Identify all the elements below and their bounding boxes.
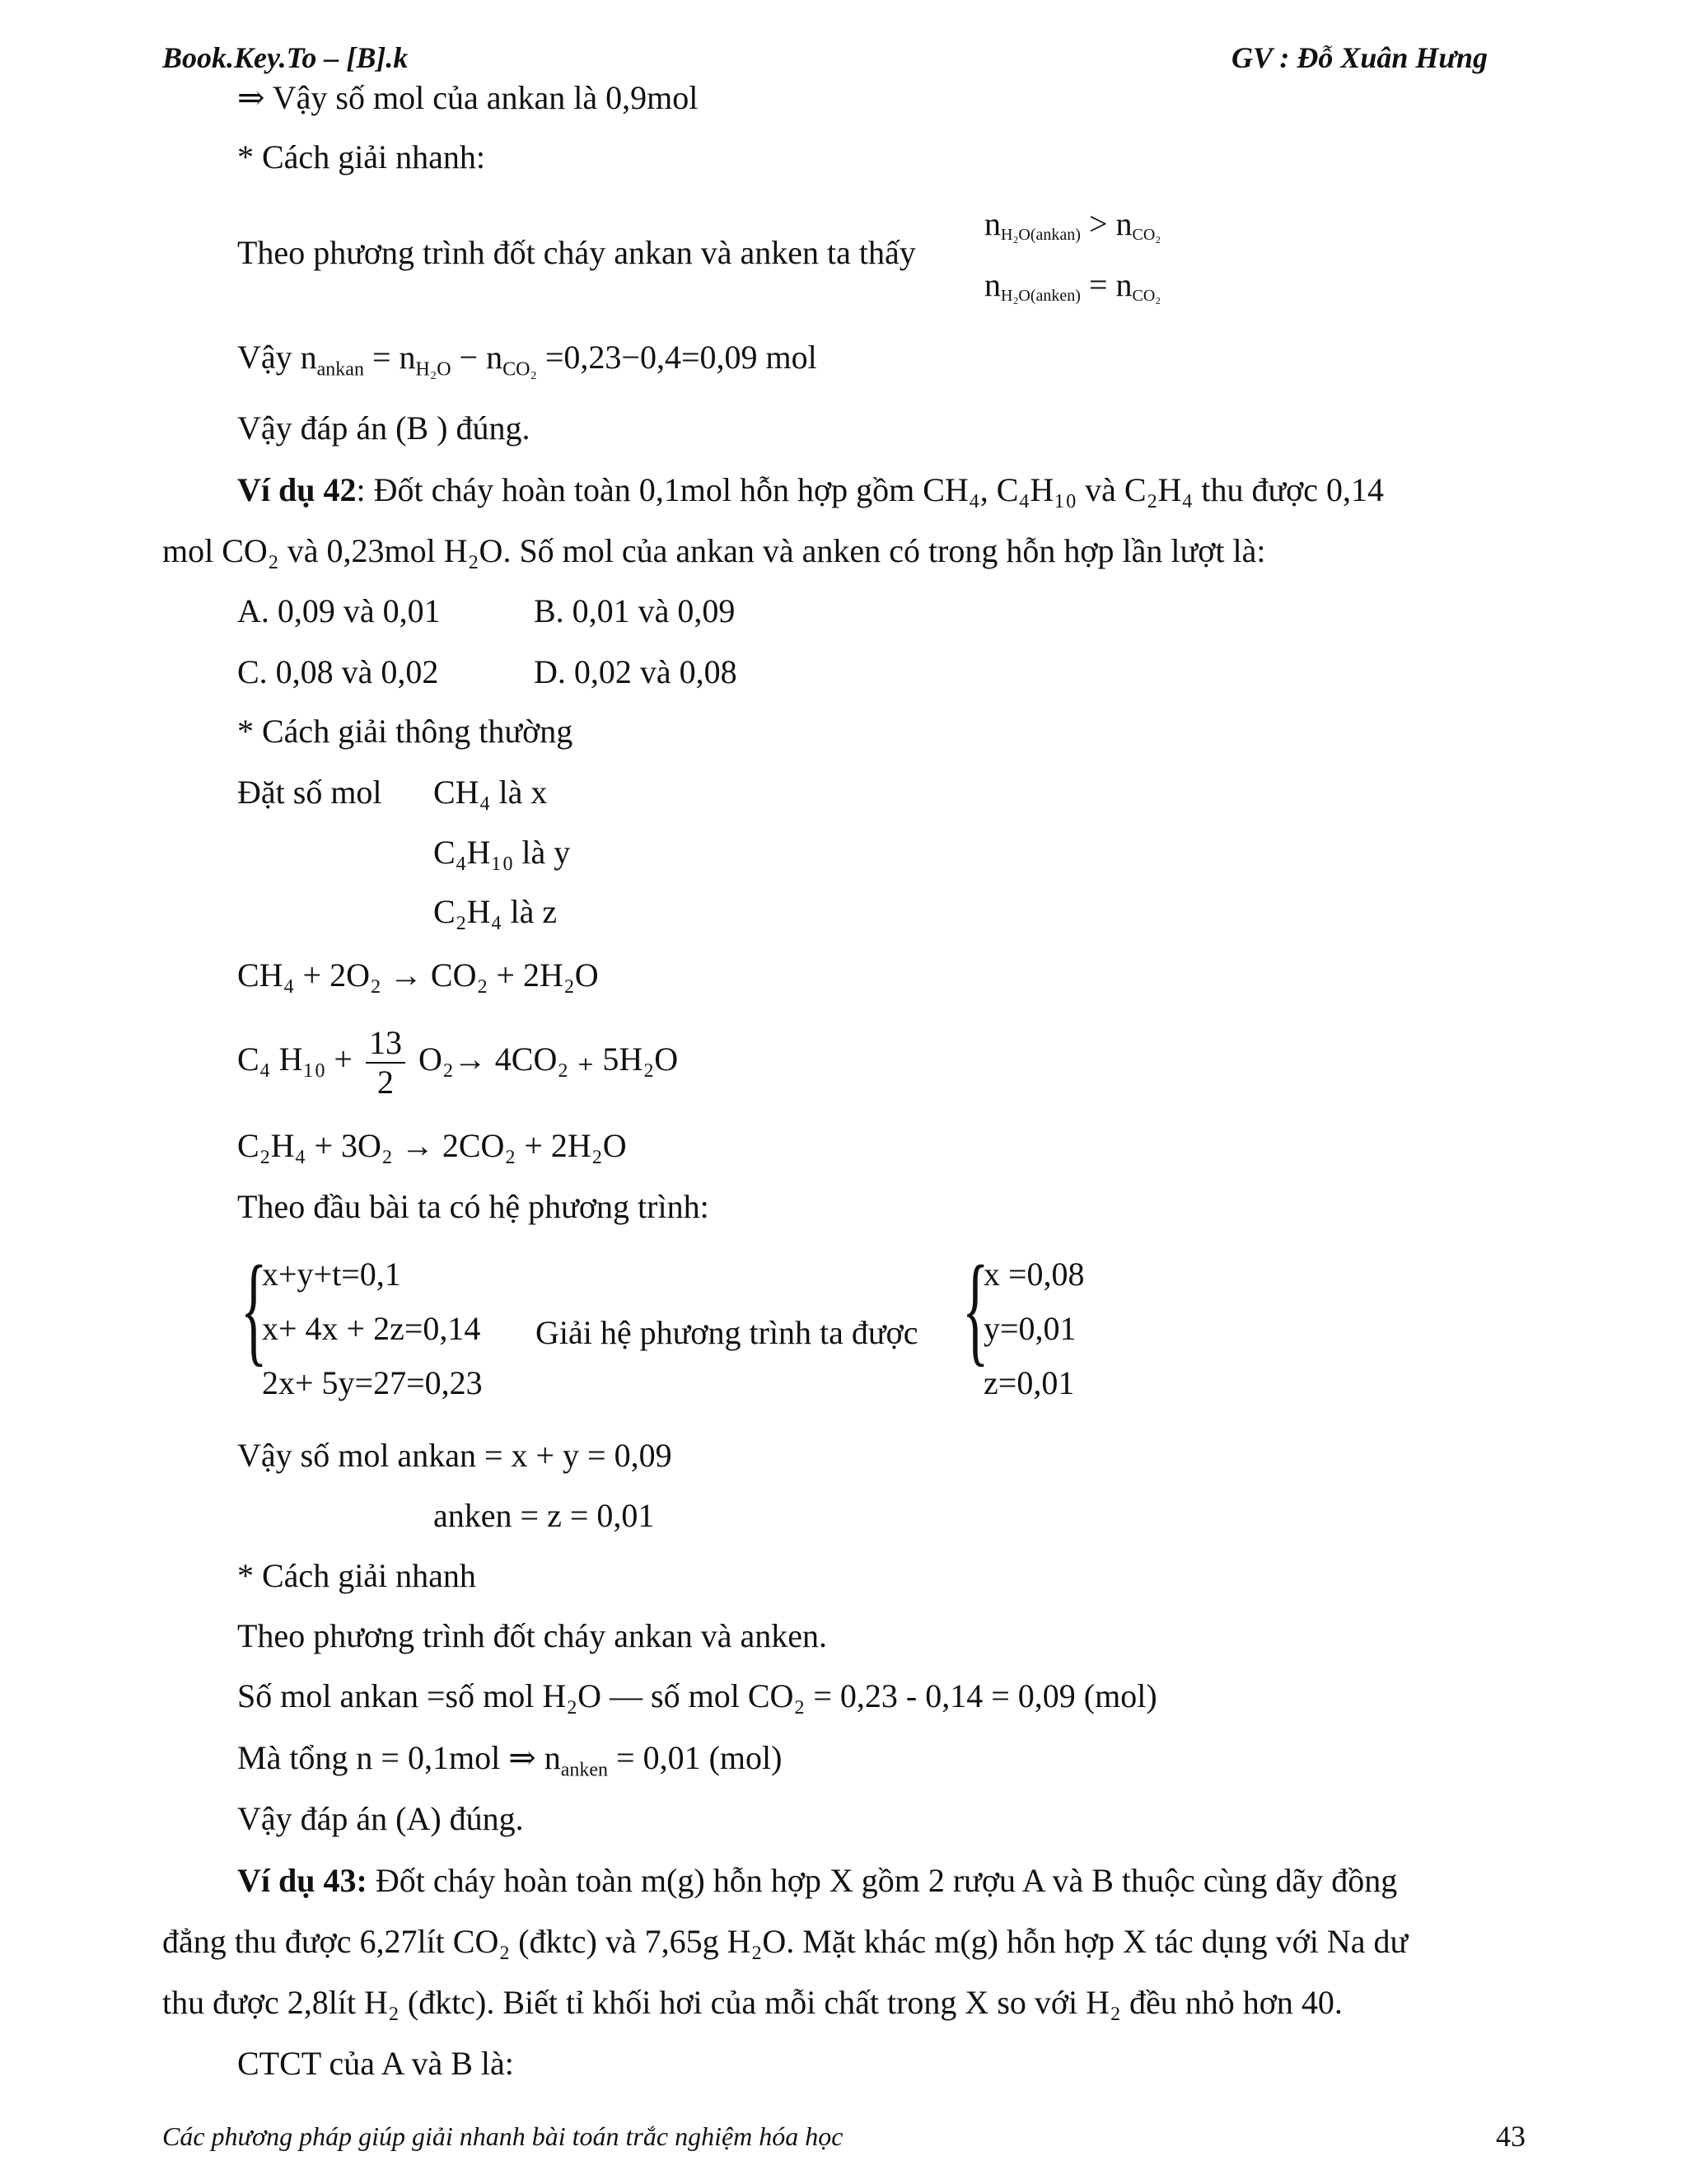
line-fast-observation: Theo phương trình đốt cháy ankan và anken. [237, 1617, 827, 1654]
footer-title: Các phương pháp giúp giải nhanh bài toán trắc nghiệm hóa học [162, 2121, 844, 2151]
example-42-label: Ví dụ 42 [237, 471, 357, 508]
line-observation: Theo phương trình đốt cháy ankan và anken ta thấy [237, 234, 916, 271]
line-system-intro: Theo đầu bài ta có hệ phương trình: [237, 1188, 709, 1225]
page-number: 43 [1496, 2120, 1526, 2153]
line-mol-ankan-result: Vậy số mol ankan = x + y = 0,09 [237, 1437, 672, 1474]
line-fast-method-heading-2: * Cách giải nhanh [237, 1557, 476, 1594]
inequality-ankan: $n_{H_2O(ankan)} > n_{CO_2}$ [984, 205, 1161, 244]
example-43-label: Ví dụ 43: [237, 1862, 367, 1899]
example-43-line3: thu được 2,8lít H₂ (đktc). Biết tỉ khối hơi của mỗi chất trong X so với H₂ đều nhỏ hơn 40. [162, 1984, 1343, 2021]
left-brace-system2: { [962, 1241, 989, 1377]
header-right: GV : Đỗ Xuân Hưng [1231, 41, 1488, 74]
left-brace-system1: { [241, 1241, 268, 1377]
line-solve-system: Giải hệ phương trình ta được [535, 1314, 918, 1351]
variable-y: C₄H₁₀ là y [433, 834, 571, 871]
example-43-line2: đẳng thu được 6,27lít CO₂ (đktc) và 7,65g H₂O. Mặt khác m(g) hỗn hợp X tác dụng với Na dư [162, 1923, 1409, 1960]
line-answer-b: Vậy đáp án (B ) đúng. [237, 409, 530, 447]
variable-x: CH₄ là x [433, 774, 548, 811]
option-a: A. 0,09 và 0,01 [237, 592, 441, 629]
line-mol-difference: Số mol ankan =số mol H₂O — số mol CO₂ = 0,23 - 0,14 = 0,09 (mol) [237, 1677, 1157, 1714]
equation-ch4: CH₄ + 2O₂ → CO₂ + 2H₂O [237, 956, 599, 994]
equation-c4h10: C₄ H₁₀ + $\frac{13}{2}$ O₂→ 4CO₂ ₊ 5H₂O [237, 1023, 679, 1101]
example-42-line1: Ví dụ 42: Đốt cháy hoàn toàn 0,1mol hỗn hợp gồm CH₄, C₄H₁₀ và C₂H₄ thu được 0,14 [237, 471, 1385, 508]
option-c: C. 0,08 và 0,02 [237, 653, 439, 690]
line-mol-ankan-calc: Vậy $n_{ankan} = n_{H_2O} - n_{CO_2} =0,23-0,4=0,09$ mol [237, 339, 817, 381]
line-set-mol: Đặt số mol [237, 774, 382, 811]
equation-c2h4: C₂H₄ + 3O₂ → 2CO₂ + 2H₂O [237, 1127, 627, 1164]
line-conclusion-ankan: ⇒ Vậy số mol của ankan là 0,9mol [237, 79, 699, 116]
example-43-line4: CTCT của A và B là: [237, 2045, 514, 2082]
system-solution: x =0,08 y=0,01 z=0,01 [984, 1256, 1085, 1401]
variable-z: C₂H₄ là z [433, 893, 558, 930]
line-mol-anken-result: anken = z = 0,01 [433, 1497, 655, 1534]
option-b: B. 0,01 và 0,09 [534, 592, 736, 629]
line-fast-method-heading: * Cách giải nhanh: [237, 138, 486, 175]
example-43-line1: Ví dụ 43: Đốt cháy hoàn toàn m(g) hỗn hợp X gồm 2 rượu A và B thuộc cùng dãy đồng [237, 1862, 1398, 1899]
line-normal-method-heading: * Cách giải thông thường [237, 713, 573, 750]
option-d: D. 0,02 và 0,08 [534, 653, 737, 690]
header-left: Book.Key.To – [B].k [162, 41, 409, 74]
system-equations: x+y+t=0,1 x+ 4x + 2z=0,14 2x+ 5y=27=0,23 [262, 1256, 483, 1401]
line-answer-a: Vậy đáp án (A) đúng. [237, 1800, 524, 1837]
example-42-line2: mol CO₂ và 0,23mol H₂O. Số mol của ankan và anken có trong hỗn hợp lần lượt là: [162, 532, 1266, 569]
line-total-mol: Mà tổng n = 0,1mol ⇒ $n_{anken} = 0,01$ (mol) [237, 1739, 783, 1781]
fraction-13-over-2: $\frac{13}{2}$ [366, 1024, 405, 1101]
equality-anken: $n_{H_2O(anken)} = n_{CO_2}$ [984, 266, 1161, 305]
